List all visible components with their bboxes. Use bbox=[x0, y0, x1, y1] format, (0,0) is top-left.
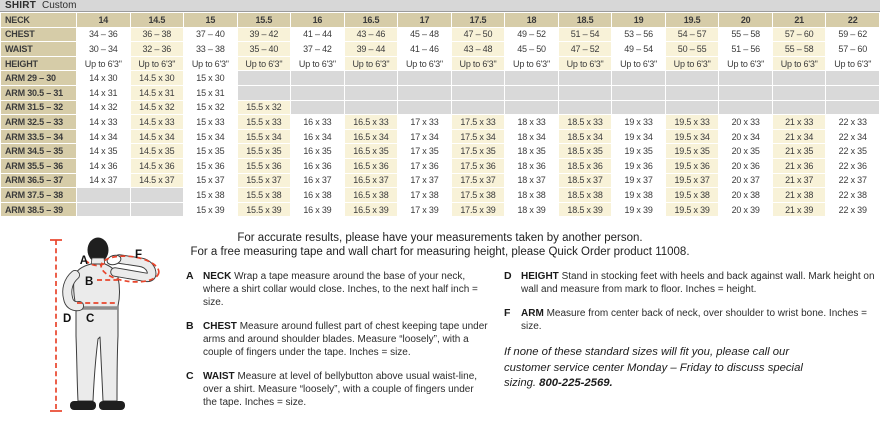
table-row bbox=[1, 57, 879, 71]
size-cell: 21 x 35 bbox=[773, 144, 826, 158]
row-label: CHEST bbox=[1, 28, 76, 42]
size-cell: 49 – 52 bbox=[505, 28, 558, 42]
size-cell: 21 x 34 bbox=[773, 130, 826, 144]
table-subtitle: Custom bbox=[42, 0, 77, 11]
size-cell: 19.5 x 34 bbox=[666, 130, 719, 144]
table-row bbox=[1, 144, 879, 158]
size-cell: Up to 6'3" bbox=[184, 57, 237, 71]
table-row bbox=[1, 28, 879, 42]
size-cell: 18 x 34 bbox=[505, 130, 558, 144]
size-cell: 55 – 58 bbox=[719, 28, 772, 42]
empty-cell bbox=[666, 101, 719, 115]
size-cell: 49 – 54 bbox=[612, 42, 665, 56]
size-cell: 22 x 39 bbox=[826, 203, 879, 217]
empty-cell bbox=[345, 101, 398, 115]
instruction-term: ARM bbox=[521, 308, 544, 320]
table-row bbox=[1, 174, 879, 188]
empty-cell bbox=[559, 86, 612, 100]
size-cell: 45 – 50 bbox=[505, 42, 558, 56]
size-cell: 18 x 38 bbox=[505, 188, 558, 202]
neck-size-header: 17 bbox=[398, 13, 451, 27]
empty-cell bbox=[505, 101, 558, 115]
size-cell: Up to 6'3" bbox=[826, 57, 879, 71]
empty-cell bbox=[345, 86, 398, 100]
size-cell: 59 – 62 bbox=[826, 28, 879, 42]
table-row bbox=[1, 101, 879, 115]
size-cell: Up to 6'3" bbox=[505, 57, 558, 71]
empty-cell bbox=[238, 86, 291, 100]
size-cell: 16 x 33 bbox=[291, 115, 344, 129]
size-cell: 19.5 x 35 bbox=[666, 144, 719, 158]
size-cell: 15 x 35 bbox=[184, 144, 237, 158]
size-cell: 14 x 30 bbox=[77, 71, 130, 85]
size-cell: 47 – 50 bbox=[452, 28, 505, 42]
size-cell: 22 x 35 bbox=[826, 144, 879, 158]
size-cell: 17 x 38 bbox=[398, 188, 451, 202]
size-cell: 15 x 33 bbox=[184, 115, 237, 129]
size-cell: 53 – 56 bbox=[612, 28, 665, 42]
neck-size-header: 20 bbox=[719, 13, 772, 27]
size-cell: 21 x 37 bbox=[773, 174, 826, 188]
size-cell: 14 x 32 bbox=[77, 101, 130, 115]
size-cell: 47 – 52 bbox=[559, 42, 612, 56]
size-cell: 18.5 x 38 bbox=[559, 188, 612, 202]
size-cell: 14.5 x 35 bbox=[131, 144, 184, 158]
empty-cell bbox=[666, 71, 719, 85]
size-cell: 51 – 56 bbox=[719, 42, 772, 56]
table-title: SHIRT bbox=[5, 0, 36, 11]
empty-cell bbox=[77, 203, 130, 217]
instruction-arm bbox=[504, 307, 876, 333]
size-cell: 17.5 x 34 bbox=[452, 130, 505, 144]
size-cell: 55 – 58 bbox=[773, 42, 826, 56]
neck-size-header: 18 bbox=[505, 13, 558, 27]
size-cell: 19 x 37 bbox=[612, 174, 665, 188]
size-cell: 18.5 x 39 bbox=[559, 203, 612, 217]
instruction-letter: F bbox=[504, 307, 511, 320]
size-cell: 15.5 x 39 bbox=[238, 203, 291, 217]
instruction-chest bbox=[186, 320, 488, 359]
instruction-column-right bbox=[504, 270, 876, 420]
size-cell: 18.5 x 35 bbox=[559, 144, 612, 158]
size-cell: 17 x 34 bbox=[398, 130, 451, 144]
measuring-instructions-section bbox=[0, 232, 880, 420]
instruction-waist bbox=[186, 370, 488, 409]
size-cell: 19 x 39 bbox=[612, 203, 665, 217]
size-cell: 14 x 35 bbox=[77, 144, 130, 158]
empty-cell bbox=[559, 101, 612, 115]
label-D: D bbox=[63, 313, 72, 326]
note-text: If none of these standard sizes will fit you, please call our customer service center Monday – Friday to discuss special sizing. bbox=[504, 346, 803, 390]
size-cell: 16 x 38 bbox=[291, 188, 344, 202]
size-cell: 50 – 55 bbox=[666, 42, 719, 56]
instruction-term: WAIST bbox=[203, 371, 235, 383]
size-cell: 18.5 x 36 bbox=[559, 159, 612, 173]
empty-cell bbox=[505, 86, 558, 100]
instruction-height bbox=[504, 270, 876, 296]
empty-cell bbox=[612, 101, 665, 115]
shirt-size-table bbox=[0, 12, 880, 217]
row-label: ARM 34.5 – 35 bbox=[1, 144, 76, 158]
intro-line-1: For accurate results, please have your measurements taken by another person. bbox=[237, 232, 643, 245]
size-cell: 16.5 x 39 bbox=[345, 203, 398, 217]
size-cell: 16 x 35 bbox=[291, 144, 344, 158]
size-cell: Up to 6'3" bbox=[398, 57, 451, 71]
row-label-neck: NECK bbox=[1, 13, 76, 27]
size-cell: 22 x 37 bbox=[826, 174, 879, 188]
size-cell: Up to 6'3" bbox=[131, 57, 184, 71]
table-row bbox=[1, 159, 879, 173]
instruction-letter: A bbox=[186, 270, 194, 283]
row-label: ARM 32.5 – 33 bbox=[1, 115, 76, 129]
table-row bbox=[1, 130, 879, 144]
size-cell: 19 x 38 bbox=[612, 188, 665, 202]
size-cell: 32 – 36 bbox=[131, 42, 184, 56]
empty-cell bbox=[131, 203, 184, 217]
instruction-column-left bbox=[186, 270, 488, 420]
table-row bbox=[1, 86, 879, 100]
size-cell: 51 – 54 bbox=[559, 28, 612, 42]
table-row bbox=[1, 71, 879, 85]
instruction-letter: D bbox=[504, 270, 512, 283]
size-cell: 17.5 x 36 bbox=[452, 159, 505, 173]
size-cell: 41 – 46 bbox=[398, 42, 451, 56]
size-cell: 45 – 48 bbox=[398, 28, 451, 42]
row-label: ARM 33.5 – 34 bbox=[1, 130, 76, 144]
row-label: ARM 30.5 – 31 bbox=[1, 86, 76, 100]
empty-cell bbox=[398, 86, 451, 100]
size-cell: 39 – 42 bbox=[238, 28, 291, 42]
empty-cell bbox=[398, 71, 451, 85]
empty-cell bbox=[238, 71, 291, 85]
size-cell: 14.5 x 36 bbox=[131, 159, 184, 173]
size-cell: 20 x 39 bbox=[719, 203, 772, 217]
size-cell: Up to 6'3" bbox=[773, 57, 826, 71]
size-cell: Up to 6'3" bbox=[291, 57, 344, 71]
size-cell: Up to 6'3" bbox=[666, 57, 719, 71]
row-label: ARM 37.5 – 38 bbox=[1, 188, 76, 202]
size-cell: 36 – 38 bbox=[131, 28, 184, 42]
size-cell: 15.5 x 37 bbox=[238, 174, 291, 188]
size-cell: 19 x 34 bbox=[612, 130, 665, 144]
size-cell: 22 x 36 bbox=[826, 159, 879, 173]
size-cell: 17.5 x 35 bbox=[452, 144, 505, 158]
size-cell: 15.5 x 36 bbox=[238, 159, 291, 173]
size-cell: 16 x 34 bbox=[291, 130, 344, 144]
size-cell: 19.5 x 36 bbox=[666, 159, 719, 173]
size-cell: 19.5 x 37 bbox=[666, 174, 719, 188]
size-cell: 20 x 34 bbox=[719, 130, 772, 144]
empty-cell bbox=[452, 71, 505, 85]
label-F: F bbox=[135, 249, 143, 262]
empty-cell bbox=[77, 188, 130, 202]
size-cell: 14.5 x 34 bbox=[131, 130, 184, 144]
empty-cell bbox=[826, 101, 879, 115]
label-A: A bbox=[79, 255, 88, 268]
size-cell: 35 – 40 bbox=[238, 42, 291, 56]
table-row bbox=[1, 42, 879, 56]
empty-cell bbox=[719, 101, 772, 115]
size-cell: 15.5 x 32 bbox=[238, 101, 291, 115]
neck-size-header: 19 bbox=[612, 13, 665, 27]
table-row bbox=[1, 115, 879, 129]
empty-cell bbox=[452, 86, 505, 100]
row-label: ARM 31.5 – 32 bbox=[1, 101, 76, 115]
size-cell: 22 x 38 bbox=[826, 188, 879, 202]
size-cell: Up to 6'3" bbox=[452, 57, 505, 71]
size-cell: 43 – 48 bbox=[452, 42, 505, 56]
empty-cell bbox=[612, 86, 665, 100]
size-cell: 14 x 34 bbox=[77, 130, 130, 144]
size-cell: 17 x 36 bbox=[398, 159, 451, 173]
size-cell: 14 x 31 bbox=[77, 86, 130, 100]
neck-header-row bbox=[1, 13, 879, 27]
phone-number: 800-225-2569. bbox=[539, 377, 613, 390]
size-cell: 17.5 x 37 bbox=[452, 174, 505, 188]
size-cell: 16.5 x 37 bbox=[345, 174, 398, 188]
neck-size-header: 16 bbox=[291, 13, 344, 27]
table-title-bar bbox=[0, 0, 880, 12]
size-cell: 41 – 44 bbox=[291, 28, 344, 42]
instruction-text: HEIGHT Stand in stocking feet with heels and back against wall. Mark height on wall and measure from mark to floor. Inches = height. bbox=[521, 271, 875, 296]
empty-cell bbox=[291, 71, 344, 85]
size-cell: 37 – 42 bbox=[291, 42, 344, 56]
row-label: ARM 38.5 – 39 bbox=[1, 203, 76, 217]
size-cell: 15 x 30 bbox=[184, 71, 237, 85]
size-cell: 17.5 x 33 bbox=[452, 115, 505, 129]
empty-cell bbox=[666, 86, 719, 100]
size-cell: 16.5 x 38 bbox=[345, 188, 398, 202]
size-cell: 20 x 37 bbox=[719, 174, 772, 188]
neck-size-header: 19.5 bbox=[666, 13, 719, 27]
empty-cell bbox=[773, 71, 826, 85]
instruction-term: NECK bbox=[203, 271, 232, 283]
size-cell: 22 x 34 bbox=[826, 130, 879, 144]
neck-size-header: 22 bbox=[826, 13, 879, 27]
empty-cell bbox=[719, 86, 772, 100]
size-cell: Up to 6'3" bbox=[612, 57, 665, 71]
instruction-columns bbox=[186, 270, 880, 420]
size-cell: 18 x 36 bbox=[505, 159, 558, 173]
size-cell: 14 x 37 bbox=[77, 174, 130, 188]
size-cell: 18 x 33 bbox=[505, 115, 558, 129]
measurement-figure bbox=[4, 237, 174, 435]
size-cell: 14 x 33 bbox=[77, 115, 130, 129]
size-cell: 17.5 x 39 bbox=[452, 203, 505, 217]
neck-size-header: 18.5 bbox=[559, 13, 612, 27]
size-cell: 17.5 x 38 bbox=[452, 188, 505, 202]
size-cell: 43 – 46 bbox=[345, 28, 398, 42]
label-C: C bbox=[86, 313, 95, 326]
size-cell: 21 x 36 bbox=[773, 159, 826, 173]
size-cell: 16 x 37 bbox=[291, 174, 344, 188]
neck-size-header: 16.5 bbox=[345, 13, 398, 27]
size-cell: 17 x 35 bbox=[398, 144, 451, 158]
size-cell: 39 – 44 bbox=[345, 42, 398, 56]
instruction-text: WAIST Measure at level of bellybutton above usual waist-line, over a shirt. Measure “loosely”, with a couple of fingers under the tape. Inches = size. bbox=[203, 371, 478, 409]
size-cell: 16 x 36 bbox=[291, 159, 344, 173]
size-cell: Up to 6'3" bbox=[345, 57, 398, 71]
size-cell: 15.5 x 33 bbox=[238, 115, 291, 129]
neck-size-header: 17.5 bbox=[452, 13, 505, 27]
instruction-text: NECK Wrap a tape measure around the base of your neck, where a shirt collar would close. Inches, to the next half inch = size. bbox=[203, 271, 478, 309]
size-cell: 18 x 35 bbox=[505, 144, 558, 158]
size-cell: 20 x 36 bbox=[719, 159, 772, 173]
size-cell: 15 x 36 bbox=[184, 159, 237, 173]
neck-size-header: 14.5 bbox=[131, 13, 184, 27]
size-cell: 17 x 39 bbox=[398, 203, 451, 217]
size-cell: Up to 6'3" bbox=[559, 57, 612, 71]
instruction-letter: C bbox=[186, 370, 194, 383]
size-cell: 15 x 34 bbox=[184, 130, 237, 144]
row-label: ARM 35.5 – 36 bbox=[1, 159, 76, 173]
size-cell: 18 x 39 bbox=[505, 203, 558, 217]
size-cell: 15.5 x 34 bbox=[238, 130, 291, 144]
size-cell: 15 x 32 bbox=[184, 101, 237, 115]
size-cell: 14.5 x 31 bbox=[131, 86, 184, 100]
empty-cell bbox=[826, 71, 879, 85]
size-cell: 18.5 x 37 bbox=[559, 174, 612, 188]
size-cell: 14.5 x 33 bbox=[131, 115, 184, 129]
empty-cell bbox=[505, 71, 558, 85]
instruction-text: ARM Measure from center back of neck, over shoulder to wrist bone. Inches = size. bbox=[521, 308, 867, 333]
size-cell: 19.5 x 33 bbox=[666, 115, 719, 129]
size-cell: Up to 6'3" bbox=[77, 57, 130, 71]
figure-shoe-left bbox=[70, 401, 96, 410]
empty-cell bbox=[773, 86, 826, 100]
figure-shoe-right bbox=[99, 401, 125, 410]
size-cell: 57 – 60 bbox=[826, 42, 879, 56]
figure-body bbox=[74, 264, 120, 401]
size-cell: 20 x 38 bbox=[719, 188, 772, 202]
size-cell: 16.5 x 34 bbox=[345, 130, 398, 144]
size-cell: 17 x 37 bbox=[398, 174, 451, 188]
size-cell: 16.5 x 36 bbox=[345, 159, 398, 173]
empty-cell bbox=[559, 71, 612, 85]
size-cell: 18.5 x 33 bbox=[559, 115, 612, 129]
empty-cell bbox=[345, 71, 398, 85]
size-cell: 19.5 x 38 bbox=[666, 188, 719, 202]
size-cell: 21 x 39 bbox=[773, 203, 826, 217]
label-B: B bbox=[85, 276, 94, 289]
table-row bbox=[1, 188, 879, 202]
size-cell: 15 x 38 bbox=[184, 188, 237, 202]
size-cell: 18 x 37 bbox=[505, 174, 558, 188]
size-cell: 19 x 35 bbox=[612, 144, 665, 158]
size-cell: 15 x 31 bbox=[184, 86, 237, 100]
size-cell: 20 x 35 bbox=[719, 144, 772, 158]
size-cell: 21 x 38 bbox=[773, 188, 826, 202]
row-label: WAIST bbox=[1, 42, 76, 56]
size-cell: 14.5 x 37 bbox=[131, 174, 184, 188]
size-cell: 33 – 38 bbox=[184, 42, 237, 56]
row-label: ARM 36.5 – 37 bbox=[1, 174, 76, 188]
size-cell: 14 x 36 bbox=[77, 159, 130, 173]
row-label: ARM 29 – 30 bbox=[1, 71, 76, 85]
size-cell: 54 – 57 bbox=[666, 28, 719, 42]
empty-cell bbox=[719, 71, 772, 85]
size-cell: Up to 6'3" bbox=[719, 57, 772, 71]
size-cell: 21 x 33 bbox=[773, 115, 826, 129]
empty-cell bbox=[826, 86, 879, 100]
empty-cell bbox=[131, 188, 184, 202]
body-measurement-diagram-icon bbox=[4, 237, 174, 435]
intro-line-2: For a free measuring tape and wall chart for measuring height, please Quick Order product 11008. bbox=[190, 245, 690, 258]
size-cell: 15 x 39 bbox=[184, 203, 237, 217]
neck-size-header: 15.5 bbox=[238, 13, 291, 27]
instruction-term: CHEST bbox=[203, 321, 237, 333]
empty-cell bbox=[291, 86, 344, 100]
size-cell: 16 x 39 bbox=[291, 203, 344, 217]
neck-size-header: 14 bbox=[77, 13, 130, 27]
empty-cell bbox=[452, 101, 505, 115]
size-cell: 16.5 x 35 bbox=[345, 144, 398, 158]
empty-cell bbox=[291, 101, 344, 115]
empty-cell bbox=[773, 101, 826, 115]
size-cell: 57 – 60 bbox=[773, 28, 826, 42]
size-cell: 15.5 x 35 bbox=[238, 144, 291, 158]
size-cell: 22 x 33 bbox=[826, 115, 879, 129]
size-cell: 34 – 36 bbox=[77, 28, 130, 42]
size-cell: 30 – 34 bbox=[77, 42, 130, 56]
size-cell: 16.5 x 33 bbox=[345, 115, 398, 129]
size-cell: Up to 6'3" bbox=[238, 57, 291, 71]
size-cell: 14.5 x 30 bbox=[131, 71, 184, 85]
size-cell: 37 – 40 bbox=[184, 28, 237, 42]
special-sizing-note bbox=[504, 345, 838, 392]
row-label: HEIGHT bbox=[1, 57, 76, 71]
table-row bbox=[1, 203, 879, 217]
neck-size-header: 15 bbox=[184, 13, 237, 27]
size-cell: 19 x 36 bbox=[612, 159, 665, 173]
instruction-letter: B bbox=[186, 320, 194, 333]
neck-size-header: 21 bbox=[773, 13, 826, 27]
empty-cell bbox=[398, 101, 451, 115]
size-cell: 19 x 33 bbox=[612, 115, 665, 129]
empty-cell bbox=[612, 71, 665, 85]
size-cell: 19.5 x 39 bbox=[666, 203, 719, 217]
size-cell: 20 x 33 bbox=[719, 115, 772, 129]
size-cell: 17 x 33 bbox=[398, 115, 451, 129]
instruction-neck bbox=[186, 270, 488, 309]
size-cell: 15 x 37 bbox=[184, 174, 237, 188]
size-cell: 18.5 x 34 bbox=[559, 130, 612, 144]
size-cell: 15.5 x 38 bbox=[238, 188, 291, 202]
instruction-text: CHEST Measure around fullest part of chest keeping tape under arms and around shoulder blades. Measure “loosely”, with a couple of fingers under the tape. Inches = size. bbox=[203, 321, 488, 359]
size-cell: 14.5 x 32 bbox=[131, 101, 184, 115]
instruction-term: HEIGHT bbox=[521, 271, 559, 283]
